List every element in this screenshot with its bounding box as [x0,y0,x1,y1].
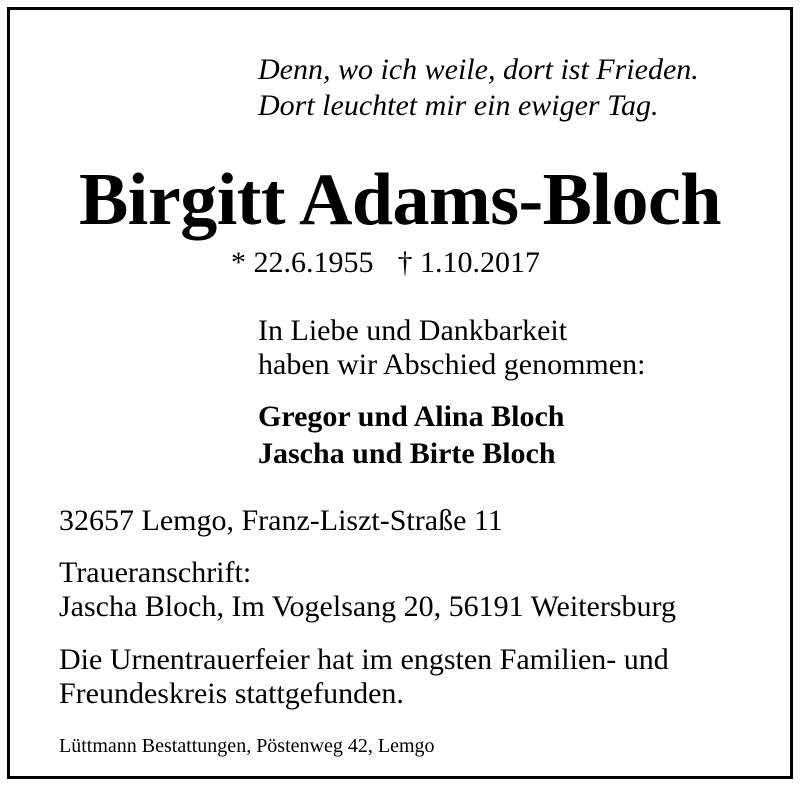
birth-date: * 22.6.1955 [231,246,374,279]
ceremony-line-1: Die Urnentrauerfeier hat im engsten Familien- und [59,643,669,676]
family-line-1: Gregor und Alina Bloch [258,400,565,433]
address: 32657 Lemgo, Franz-Liszt-Straße 11 [59,504,503,537]
family-members [258,398,564,472]
undertaker: Lüttmann Bestattungen, Pöstenweg 42, Lemgo [59,735,435,757]
life-dates [231,245,540,281]
ceremony-line-2: Freundeskreis stattgefunden. [59,677,404,710]
condolence-address [59,556,676,624]
quote-line-1: Denn, wo ich weile, dort ist Frieden. [258,53,699,86]
quote [258,52,699,124]
family-line-2: Jascha und Birte Bloch [258,437,556,470]
mourning-text [258,314,645,382]
deceased-name: Birgitt Adams-Bloch [78,159,722,241]
mourning-line-1: In Liebe und Dankbarkeit [258,314,568,347]
mourning-line-2: haben wir Abschied genommen: [258,348,646,381]
condolence-label: Traueranschrift: [59,556,252,589]
condolence-value: Jascha Bloch, Im Vogelsang 20, 56191 Weitersburg [59,590,676,623]
ceremony-note [59,643,669,711]
quote-line-2: Dort leuchtet mir ein ewiger Tag. [258,89,659,122]
death-date: † 1.10.2017 [397,246,540,279]
